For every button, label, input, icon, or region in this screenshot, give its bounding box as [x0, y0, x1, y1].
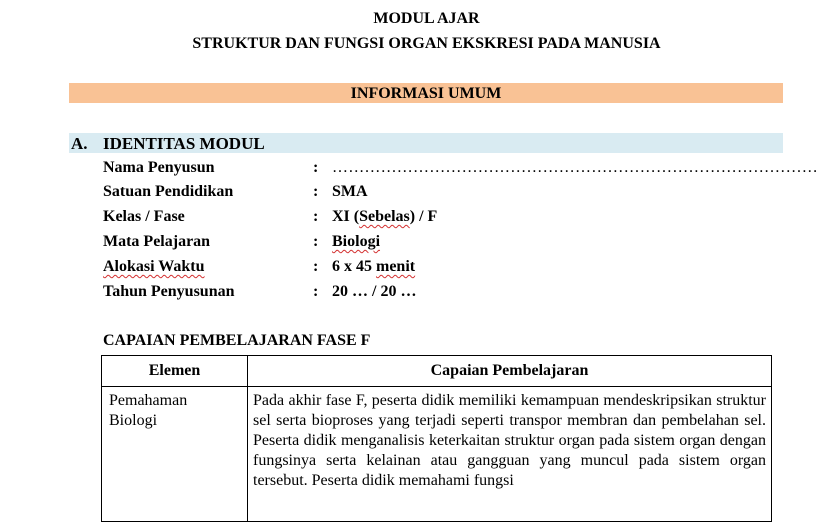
capaian-cell: Pada akhir fase F, peserta didik memiliki kemampuan mendeskripsikan struktur sel serta bioproses yang terjadi seperti transpor membran dan pembelahan sel. Peserta didik menganalisis keterkaitan struktur organ pada sistem organ dengan fungsinya serta kelainan atau gangguan yang muncul pada sistem organ tersebut. Peserta didik memahami fungsi [248, 387, 772, 522]
identity-row-mata-pelajaran [103, 231, 803, 253]
identity-row-tahun-penyusunan [103, 281, 803, 303]
elemen-cell [102, 387, 248, 522]
column-header-elemen: Elemen [102, 356, 248, 387]
identity-row-alokasi-waktu [103, 256, 803, 278]
section-banner-informasi-umum: INFORMASI UMUM [69, 83, 783, 103]
capaian-table [101, 355, 772, 522]
identity-label-text: Alokasi Waktu [103, 258, 205, 275]
identity-value-part: 6 x 45 [332, 258, 376, 275]
identity-colon: : [313, 283, 319, 300]
elemen-text-line: Biologi [109, 412, 158, 429]
identity-colon: : [313, 159, 319, 176]
section-letter: A. [71, 134, 88, 153]
identity-colon: : [313, 233, 319, 250]
capaian-section-title: CAPAIAN PEMBELAJARAN FASE F [103, 332, 371, 349]
identity-colon: : [313, 258, 319, 275]
section-heading-identitas-modul [69, 133, 783, 153]
identity-value: 20 … / 20 … [332, 283, 417, 300]
identity-label: Nama Penyusun [103, 159, 215, 176]
identity-value-part: ) / F [409, 208, 438, 225]
identity-value [332, 206, 437, 228]
identity-label: Tahun Penyusunan [103, 283, 235, 300]
identity-value [332, 256, 415, 278]
section-heading-text: IDENTITAS MODUL [103, 134, 265, 153]
spellcheck-marked-word: Sebelas [359, 208, 410, 225]
table-header-row [102, 356, 772, 387]
identity-row-satuan-pendidikan [103, 181, 803, 203]
identity-label: Satuan Pendidikan [103, 183, 234, 200]
identity-value: Biologi [332, 233, 381, 250]
column-header-capaian: Capaian Pembelajaran [248, 356, 772, 387]
document-subtitle: STRUKTUR DAN FUNGSI ORGAN EKSKRESI PADA MANUSIA [192, 35, 661, 52]
identity-label: Kelas / Fase [103, 208, 185, 225]
spellcheck-marked-word: menit [376, 258, 416, 275]
identity-row-kelas-fase [103, 206, 803, 228]
elemen-text-line: Pemahaman [109, 392, 188, 409]
identity-value-part: XI ( [332, 208, 360, 225]
identity-value-placeholder: ……………………………………………………………………………… [332, 159, 818, 176]
identity-row-nama-penyusun [103, 157, 818, 179]
identity-colon: : [313, 183, 319, 200]
identity-label [103, 256, 205, 278]
identity-label: Mata Pelajaran [103, 233, 211, 250]
identity-colon: : [313, 208, 319, 225]
table-row [102, 387, 772, 522]
document-title: MODUL AJAR [373, 10, 480, 27]
identity-value: SMA [332, 183, 368, 200]
